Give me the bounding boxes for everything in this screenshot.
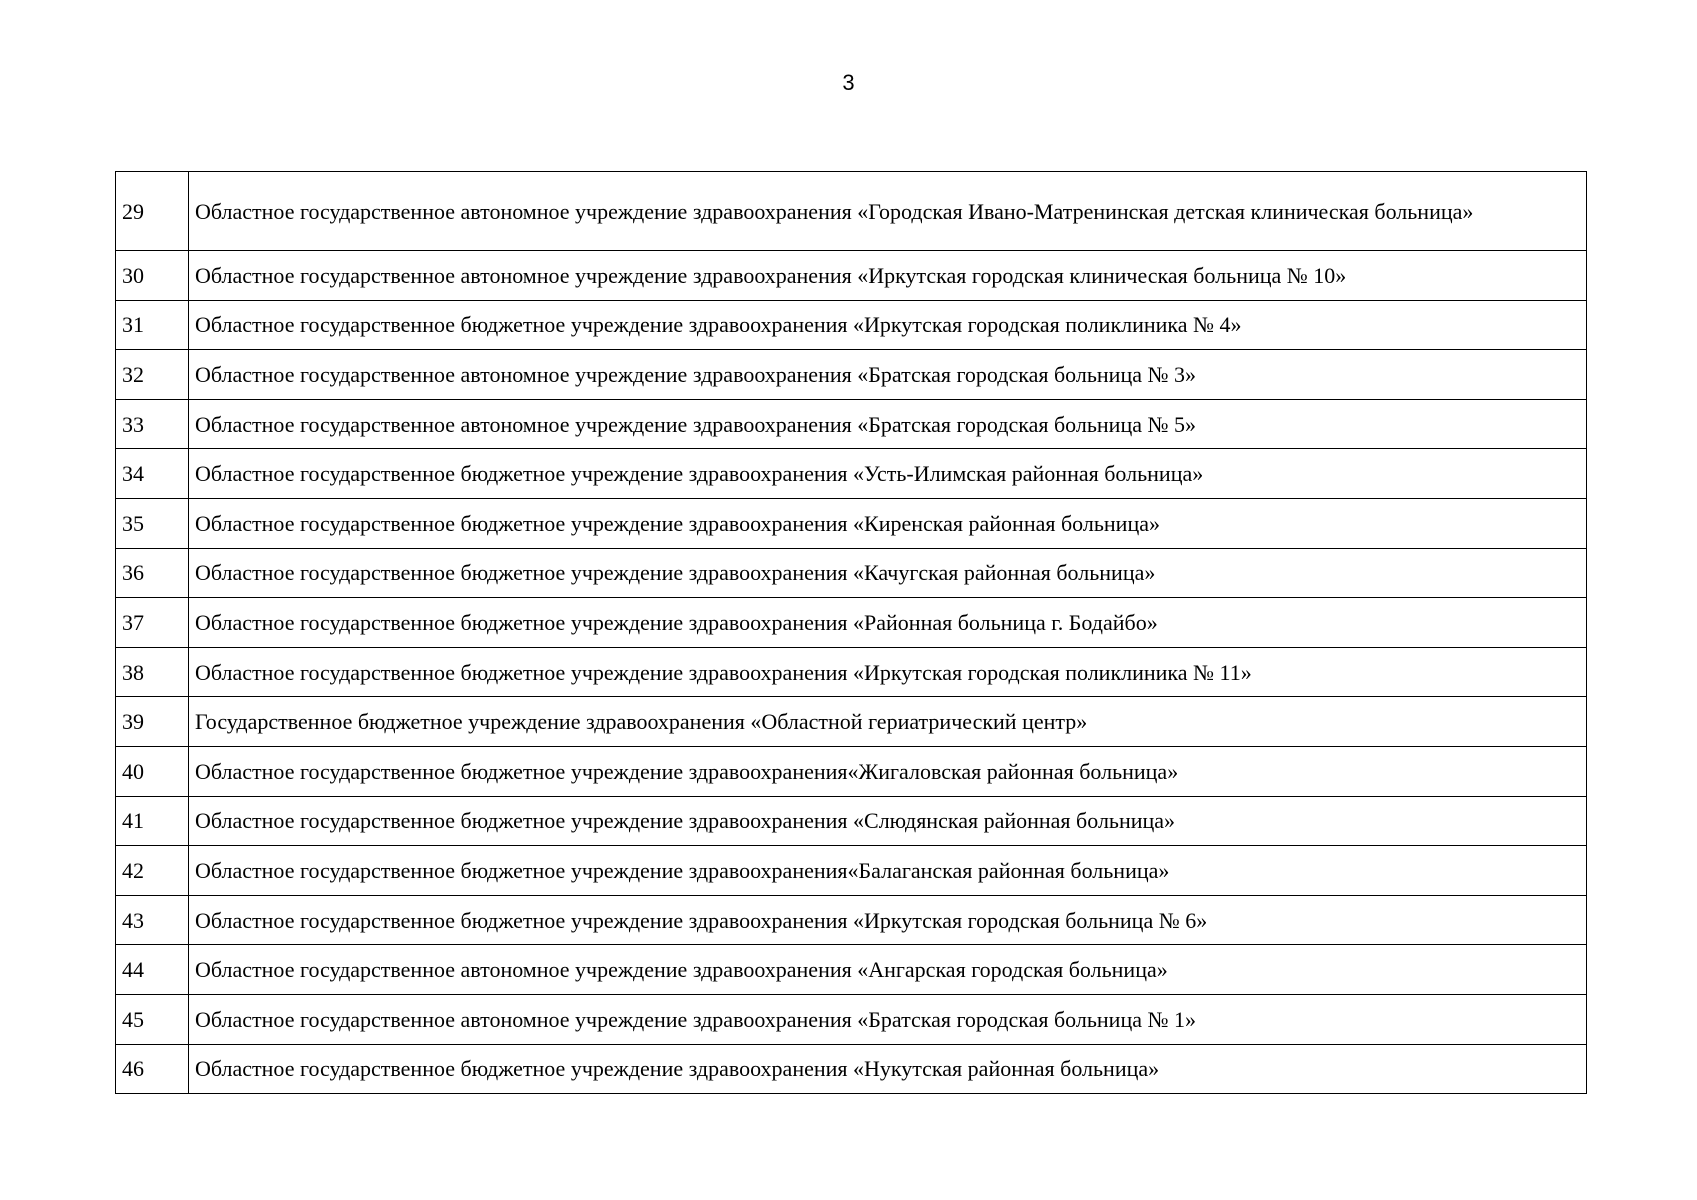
institution-name: Областное государственное автономное учреждение здравоохранения «Братская городская больница № 5» bbox=[189, 399, 1587, 449]
institution-name: Областное государственное бюджетное учреждение здравоохранения «Усть-Илимская районная больница» bbox=[189, 449, 1587, 499]
table-row bbox=[116, 746, 1587, 796]
institution-name: Государственное бюджетное учреждение здравоохранения «Областной гериатрический центр» bbox=[189, 697, 1587, 747]
row-number: 33 bbox=[116, 399, 189, 449]
institution-name: Областное государственное бюджетное учреждение здравоохранения «Киренская районная больница» bbox=[189, 498, 1587, 548]
institution-name: Областное государственное бюджетное учреждение здравоохранения «Иркутская городская поликлиника № 11» bbox=[189, 647, 1587, 697]
institution-name: Областное государственное автономное учреждение здравоохранения «Братская городская больница № 1» bbox=[189, 994, 1587, 1044]
table-row bbox=[116, 846, 1587, 896]
institution-name: Областное государственное автономное учреждение здравоохранения «Иркутская городская клиническая больница № 10» bbox=[189, 251, 1587, 301]
table-row bbox=[116, 548, 1587, 598]
table-row bbox=[116, 399, 1587, 449]
table-row bbox=[116, 172, 1587, 251]
institution-name: Областное государственное автономное учреждение здравоохранения «Городская Ивано-Матренинская детская клиническая больница» bbox=[189, 172, 1587, 251]
institutions-table bbox=[115, 171, 1587, 1094]
row-number: 30 bbox=[116, 251, 189, 301]
table-row bbox=[116, 300, 1587, 350]
row-number: 46 bbox=[116, 1044, 189, 1094]
row-number: 35 bbox=[116, 498, 189, 548]
institution-name: Областное государственное бюджетное учреждение здравоохранения «Слюдянская районная больница» bbox=[189, 796, 1587, 846]
row-number: 43 bbox=[116, 895, 189, 945]
institutions-table-body bbox=[116, 172, 1587, 1094]
row-number: 38 bbox=[116, 647, 189, 697]
table-row bbox=[116, 498, 1587, 548]
table-row bbox=[116, 350, 1587, 400]
row-number: 29 bbox=[116, 172, 189, 251]
institution-name: Областное государственное автономное учреждение здравоохранения «Братская городская больница № 3» bbox=[189, 350, 1587, 400]
institution-name: Областное государственное бюджетное учреждение здравоохранения «Районная больница г. Бодайбо» bbox=[189, 598, 1587, 648]
table-row bbox=[116, 945, 1587, 995]
row-number: 36 bbox=[116, 548, 189, 598]
row-number: 41 bbox=[116, 796, 189, 846]
row-number: 44 bbox=[116, 945, 189, 995]
row-number: 32 bbox=[116, 350, 189, 400]
page-number: 3 bbox=[842, 70, 855, 95]
row-number: 31 bbox=[116, 300, 189, 350]
table-row bbox=[116, 1044, 1587, 1094]
institution-name: Областное государственное бюджетное учреждение здравоохранения «Иркутская городская поликлиника № 4» bbox=[189, 300, 1587, 350]
table-row bbox=[116, 251, 1587, 301]
institution-name: Областное государственное бюджетное учреждение здравоохранения «Качугская районная больница» bbox=[189, 548, 1587, 598]
row-number: 34 bbox=[116, 449, 189, 499]
institution-name: Областное государственное автономное учреждение здравоохранения «Ангарская городская больница» bbox=[189, 945, 1587, 995]
row-number: 45 bbox=[116, 994, 189, 1044]
row-number: 40 bbox=[116, 746, 189, 796]
institution-name: Областное государственное бюджетное учреждение здравоохранения«Балаганская районная больница» bbox=[189, 846, 1587, 896]
table-row bbox=[116, 647, 1587, 697]
institution-name: Областное государственное бюджетное учреждение здравоохранения«Жигаловская районная больница» bbox=[189, 746, 1587, 796]
table-row bbox=[116, 697, 1587, 747]
row-number: 42 bbox=[116, 846, 189, 896]
table-row bbox=[116, 598, 1587, 648]
institution-name: Областное государственное бюджетное учреждение здравоохранения «Нукутская районная больница» bbox=[189, 1044, 1587, 1094]
table-row bbox=[116, 994, 1587, 1044]
table-row bbox=[116, 796, 1587, 846]
table-row bbox=[116, 449, 1587, 499]
row-number: 37 bbox=[116, 598, 189, 648]
table-row bbox=[116, 895, 1587, 945]
institution-name: Областное государственное бюджетное учреждение здравоохранения «Иркутская городская больница № 6» bbox=[189, 895, 1587, 945]
row-number: 39 bbox=[116, 697, 189, 747]
